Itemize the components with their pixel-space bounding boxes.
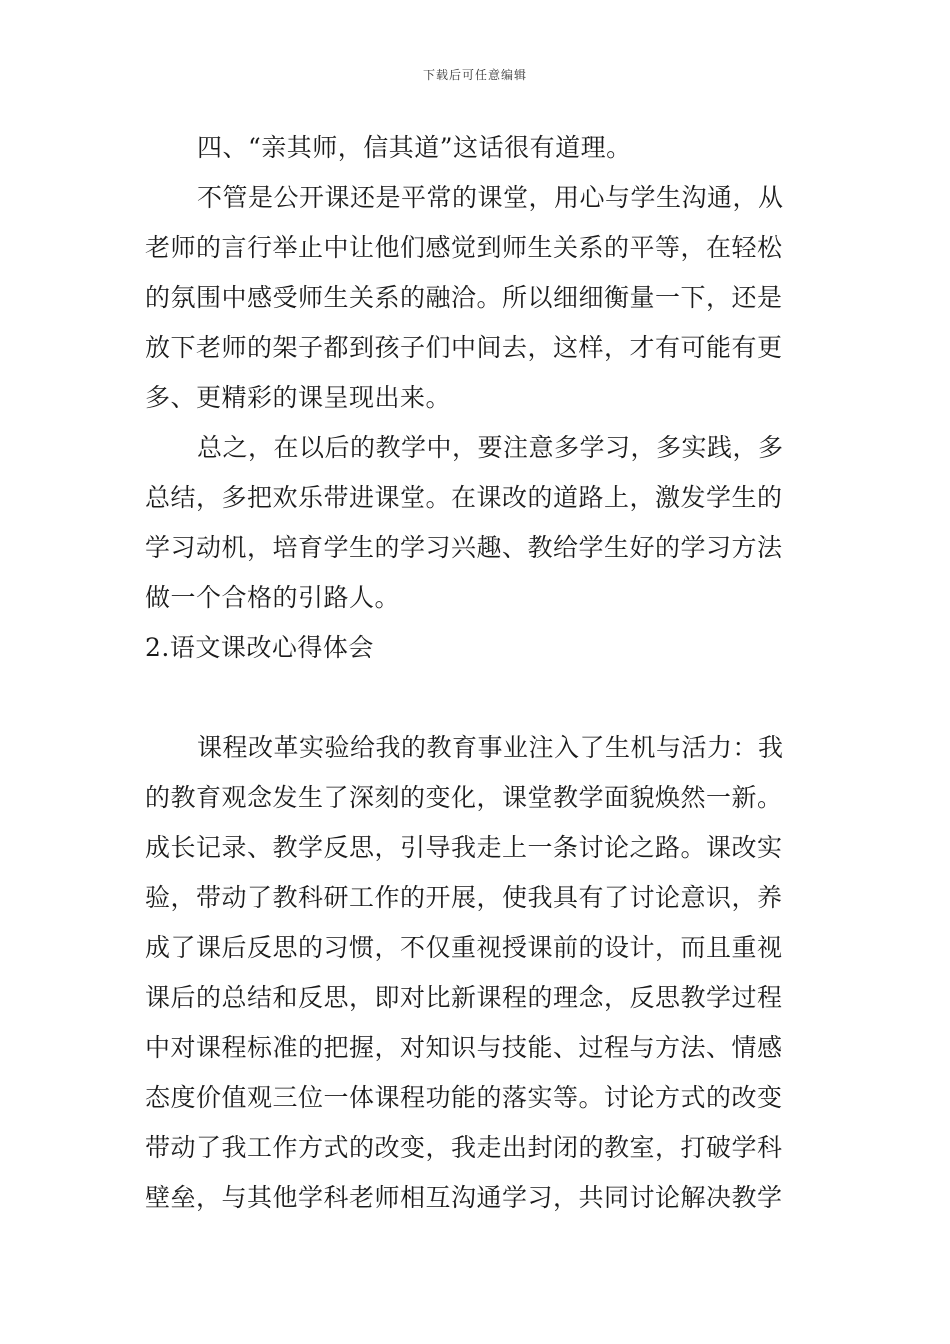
paragraph-line: 成长记录、教学反思，引导我走上一条讨论之路。课改实 [145, 833, 783, 862]
paragraph-line: 验，带动了教科研工作的开展，使我具有了讨论意识，养 [145, 883, 783, 912]
document-body [145, 123, 809, 1223]
paragraph-line: 课后的总结和反思，即对比新课程的理念，反思教学过程 [145, 983, 783, 1012]
paragraph-line: 不管是公开课还是平常的课堂，用心与学生沟通，从 [197, 183, 784, 212]
paragraph-line: 态度价值观三位一体课程功能的落实等。讨论方式的改变 [145, 1083, 783, 1112]
paragraph-line: 课程改革实验给我的教育事业注入了生机与活力：我 [197, 733, 784, 762]
header-note: 下载后可任意编辑 [422, 68, 527, 82]
section-heading: 四、“亲其师，信其道”这话很有道理。 [197, 133, 632, 162]
paragraph-line: 总结，多把欢乐带进课堂。在课改的道路上，激发学生的 [145, 483, 783, 512]
paragraph-line: 中对课程标准的把握，对知识与技能、过程与方法、情感 [145, 1033, 783, 1062]
blank-line [145, 673, 809, 723]
article-title: 2.语文课改心得体会 [145, 633, 374, 662]
paragraph-line: 壁垒，与其他学科老师相互沟通学习，共同讨论解决教学 [145, 1183, 783, 1212]
paragraph-line: 总之，在以后的教学中，要注意多学习，多实践，多 [197, 433, 784, 462]
paragraph-line: 学习动机，培育学生的学习兴趣、教给学生好的学习方法 [145, 533, 783, 562]
paragraph-line: 的教育观念发生了深刻的变化，课堂教学面貌焕然一新。 [145, 783, 783, 812]
paragraph-line: 老师的言行举止中让他们感觉到师生关系的平等，在轻松 [145, 233, 783, 262]
paragraph-line: 带动了我工作方式的改变，我走出封闭的教室，打破学科 [145, 1133, 783, 1162]
paragraph-line: 放下老师的架子都到孩子们中间去，这样，才有可能有更 [145, 333, 783, 362]
paragraph-line: 做一个合格的引路人。 [145, 583, 401, 612]
paragraph-line: 成了课后反思的习惯，不仅重视授课前的设计，而且重视 [145, 933, 783, 962]
paragraph-line: 的氛围中感受师生关系的融洽。所以细细衡量一下，还是 [145, 283, 783, 312]
paragraph-line: 多、更精彩的课呈现出来。 [145, 383, 452, 412]
